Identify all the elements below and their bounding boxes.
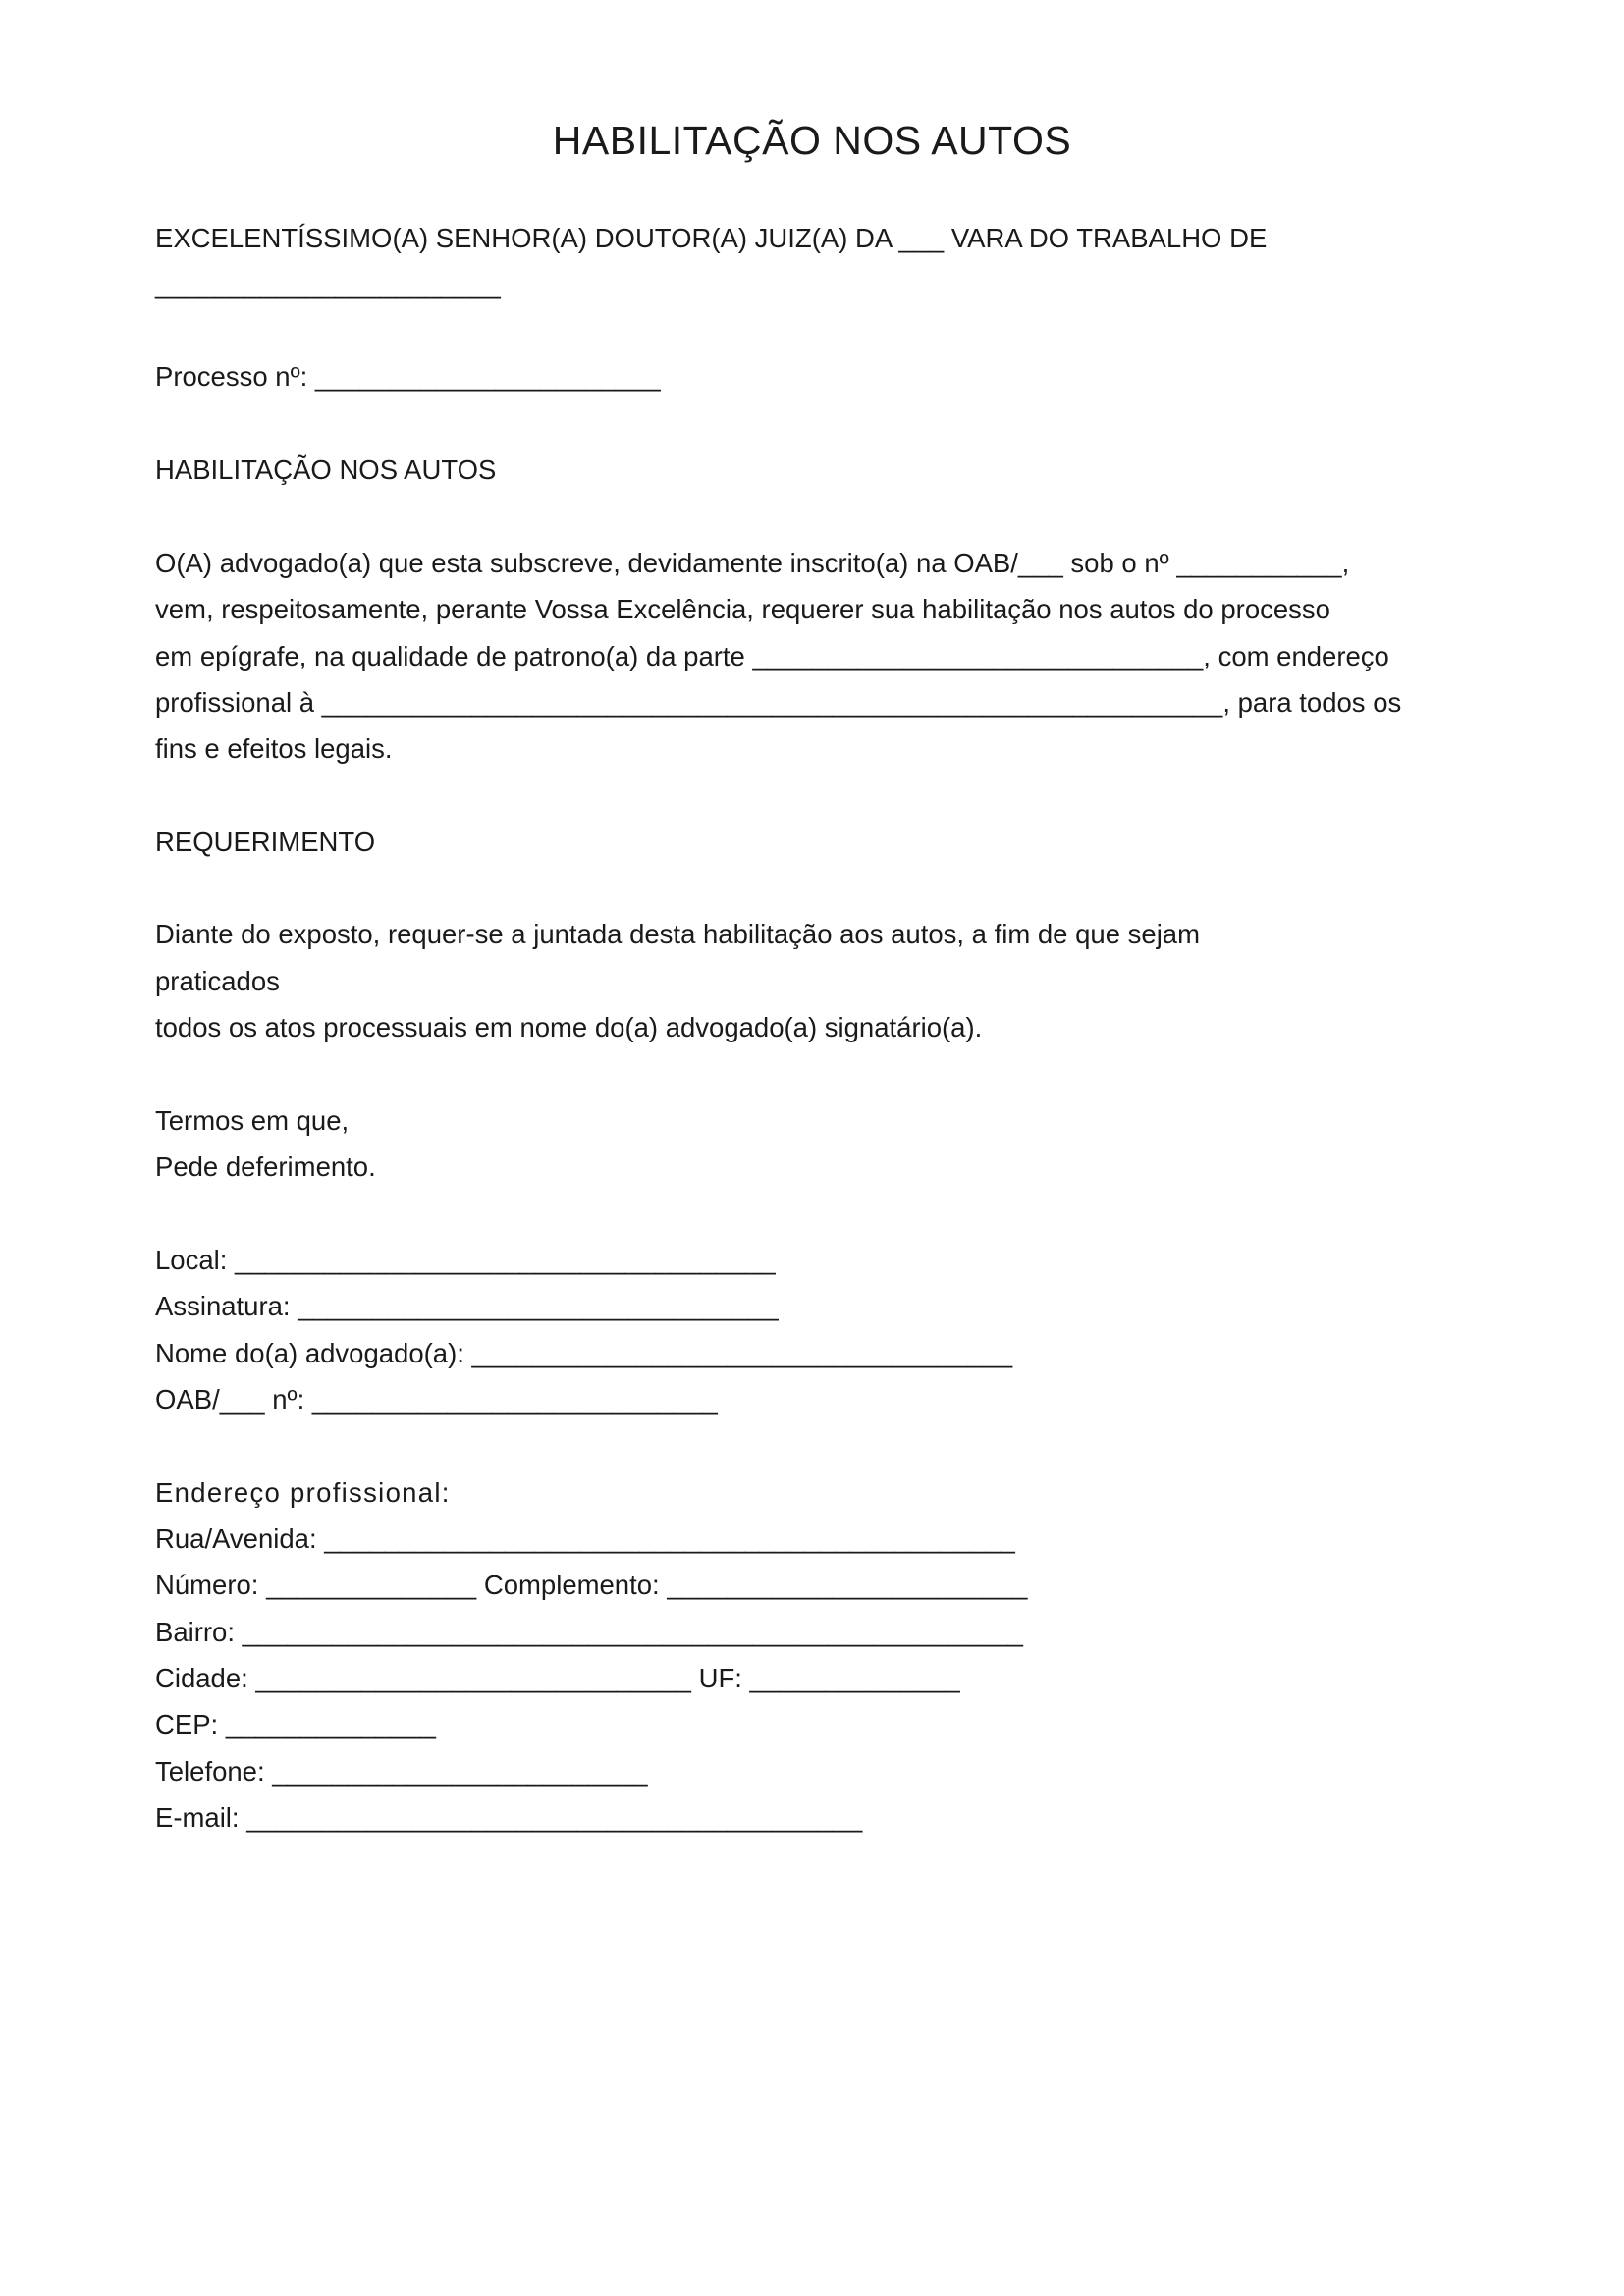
- lawyer-name-field: Nome do(a) advogado(a): ____________________________________: [155, 1338, 1013, 1368]
- closing-line: Termos em que,: [155, 1105, 350, 1136]
- document-title: HABILITAÇÃO NOS AUTOS: [552, 118, 1072, 163]
- zip-code-field: CEP: ______________: [155, 1709, 436, 1739]
- neighborhood-field: Bairro: ____________________________________________________: [155, 1617, 1023, 1647]
- request-heading: REQUERIMENTO: [155, 827, 376, 857]
- intro-paragraph-line: fins e efeitos legais.: [155, 733, 393, 764]
- intro-paragraph-line: profissional à ____________________________________________________________, para todos os: [155, 687, 1402, 718]
- city-state-field: Cidade: _____________________________ UF: ______________: [155, 1663, 960, 1693]
- section-heading: HABILITAÇÃO NOS AUTOS: [155, 454, 497, 485]
- addressee-line: EXCELENTÍSSIMO(A) SENHOR(A) DOUTOR(A) JUIZ(A) DA ___ VARA DO TRABALHO DE: [155, 223, 1268, 253]
- request-paragraph-line: praticados: [155, 966, 280, 996]
- address-heading: Endereço profissional:: [155, 1477, 451, 1508]
- intro-paragraph-line: vem, respeitosamente, perante Vossa Excelência, requerer sua habilitação nos autos do processo: [155, 594, 1330, 624]
- intro-paragraph-line: em epígrafe, na qualidade de patrono(a) da parte ______________________________, com endereço: [155, 641, 1389, 671]
- process-number: Processo nº: _______________________: [155, 361, 661, 392]
- signature-field: Assinatura: ________________________________: [155, 1291, 779, 1321]
- street-field: Rua/Avenida: ______________________________________________: [155, 1523, 1015, 1554]
- addressee-blank-line: _______________________: [155, 269, 501, 299]
- request-paragraph-line: Diante do exposto, requer-se a juntada desta habilitação aos autos, a fim de que sejam: [155, 919, 1201, 949]
- local-field: Local: ____________________________________: [155, 1245, 776, 1275]
- oab-number-field: OAB/___ nº: ___________________________: [155, 1384, 718, 1415]
- email-field: E-mail: _________________________________________: [155, 1802, 863, 1833]
- request-paragraph-line: todos os atos processuais em nome do(a) advogado(a) signatário(a).: [155, 1012, 983, 1042]
- number-complement-field: Número: ______________ Complemento: ________________________: [155, 1570, 1028, 1600]
- closing-line: Pede deferimento.: [155, 1151, 376, 1182]
- intro-paragraph-line: O(A) advogado(a) que esta subscreve, devidamente inscrito(a) na OAB/___ sob o nº ___________,: [155, 548, 1350, 578]
- phone-field: Telefone: _________________________: [155, 1756, 648, 1787]
